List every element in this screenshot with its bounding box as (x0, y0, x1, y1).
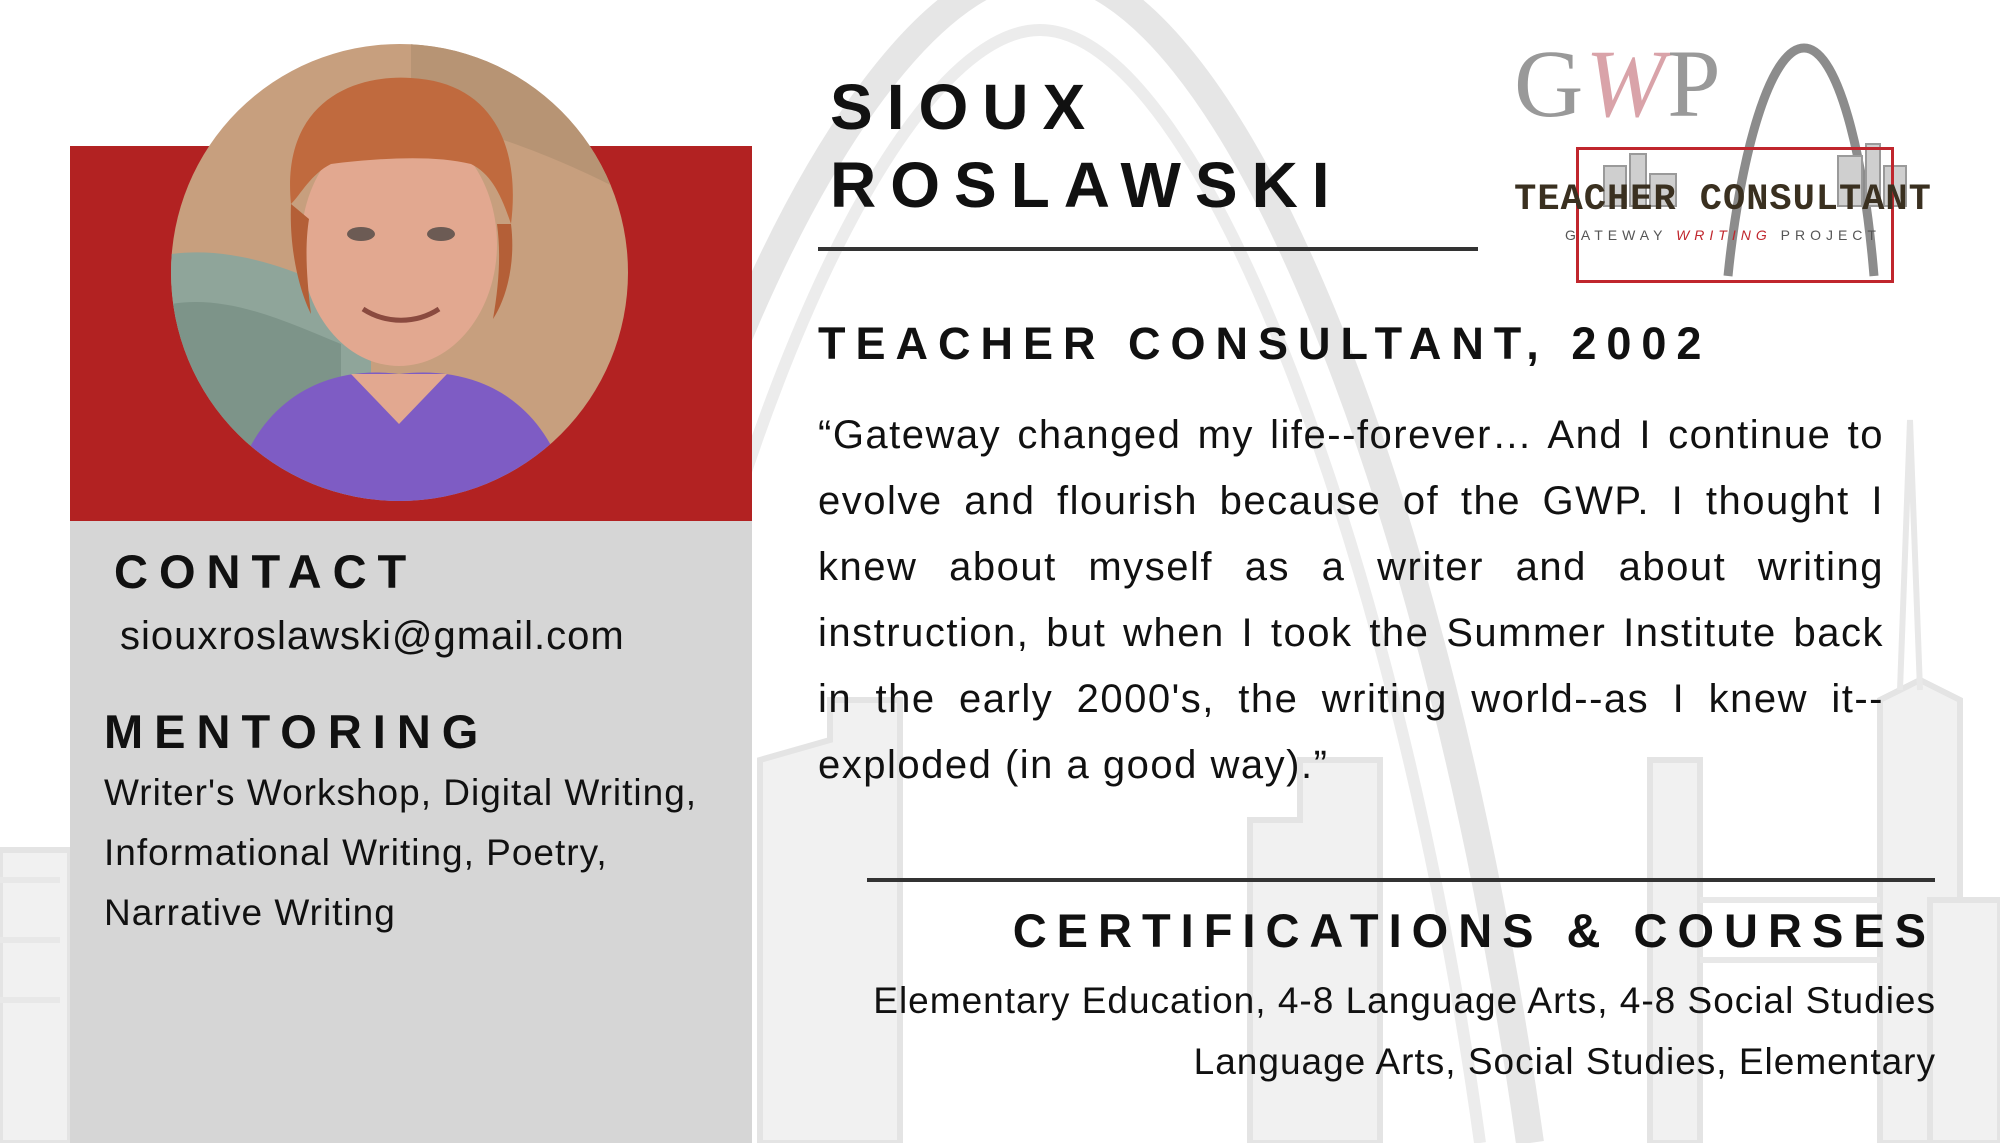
name-last: ROSLAWSKI (830, 149, 1344, 221)
profile-photo (171, 44, 628, 501)
gwp-logo (1508, 30, 1938, 286)
logo-sub-project: PROJECT (1780, 227, 1881, 243)
contact-heading: CONTACT (114, 545, 418, 598)
certifications-line-2: Language Arts, Social Studies, Elementary (1193, 1041, 1936, 1082)
mentoring-text: Writer's Workshop, Digital Writing, Informational Writing, Poetry, Narrative Writing (104, 772, 698, 933)
person-name (830, 68, 1344, 224)
certifications-divider (867, 878, 1935, 882)
logo-letter-g: G (1514, 30, 1586, 137)
certifications-line-1: Elementary Education, 4-8 Language Arts, 4-8 Social Studies (873, 980, 1936, 1021)
logo-sub-writing: WRITING (1676, 227, 1772, 243)
logo-letters (1514, 30, 1723, 137)
certifications-text (873, 970, 1936, 1092)
role-title: TEACHER CONSULTANT, 2002 (818, 318, 1712, 369)
logo-letter-p: P (1667, 30, 1723, 137)
logo-sub-gateway: GATEWAY (1565, 227, 1668, 243)
certifications-heading: CERTIFICATIONS & COURSES (1012, 904, 1936, 957)
logo-letter-w: W (1585, 30, 1668, 137)
contact-email: siouxroslawski@gmail.com (120, 614, 625, 658)
mentoring-heading: MENTORING (104, 705, 490, 758)
logo-subtitle (1508, 227, 1938, 243)
testimonial-quote: “Gateway changed my life--forever… And I continue to evolve and flourish because of the GWP. I thought I knew about myself as a writer and about writing instruction, but when I took the Summer Institute back in the early 2000's, the writing world--as I knew it--exploded (in a good way).” (818, 413, 1884, 787)
name-first: SIOUX (830, 71, 1100, 143)
name-divider (818, 247, 1478, 251)
logo-title: TEACHER CONSULTANT (1514, 179, 1932, 221)
